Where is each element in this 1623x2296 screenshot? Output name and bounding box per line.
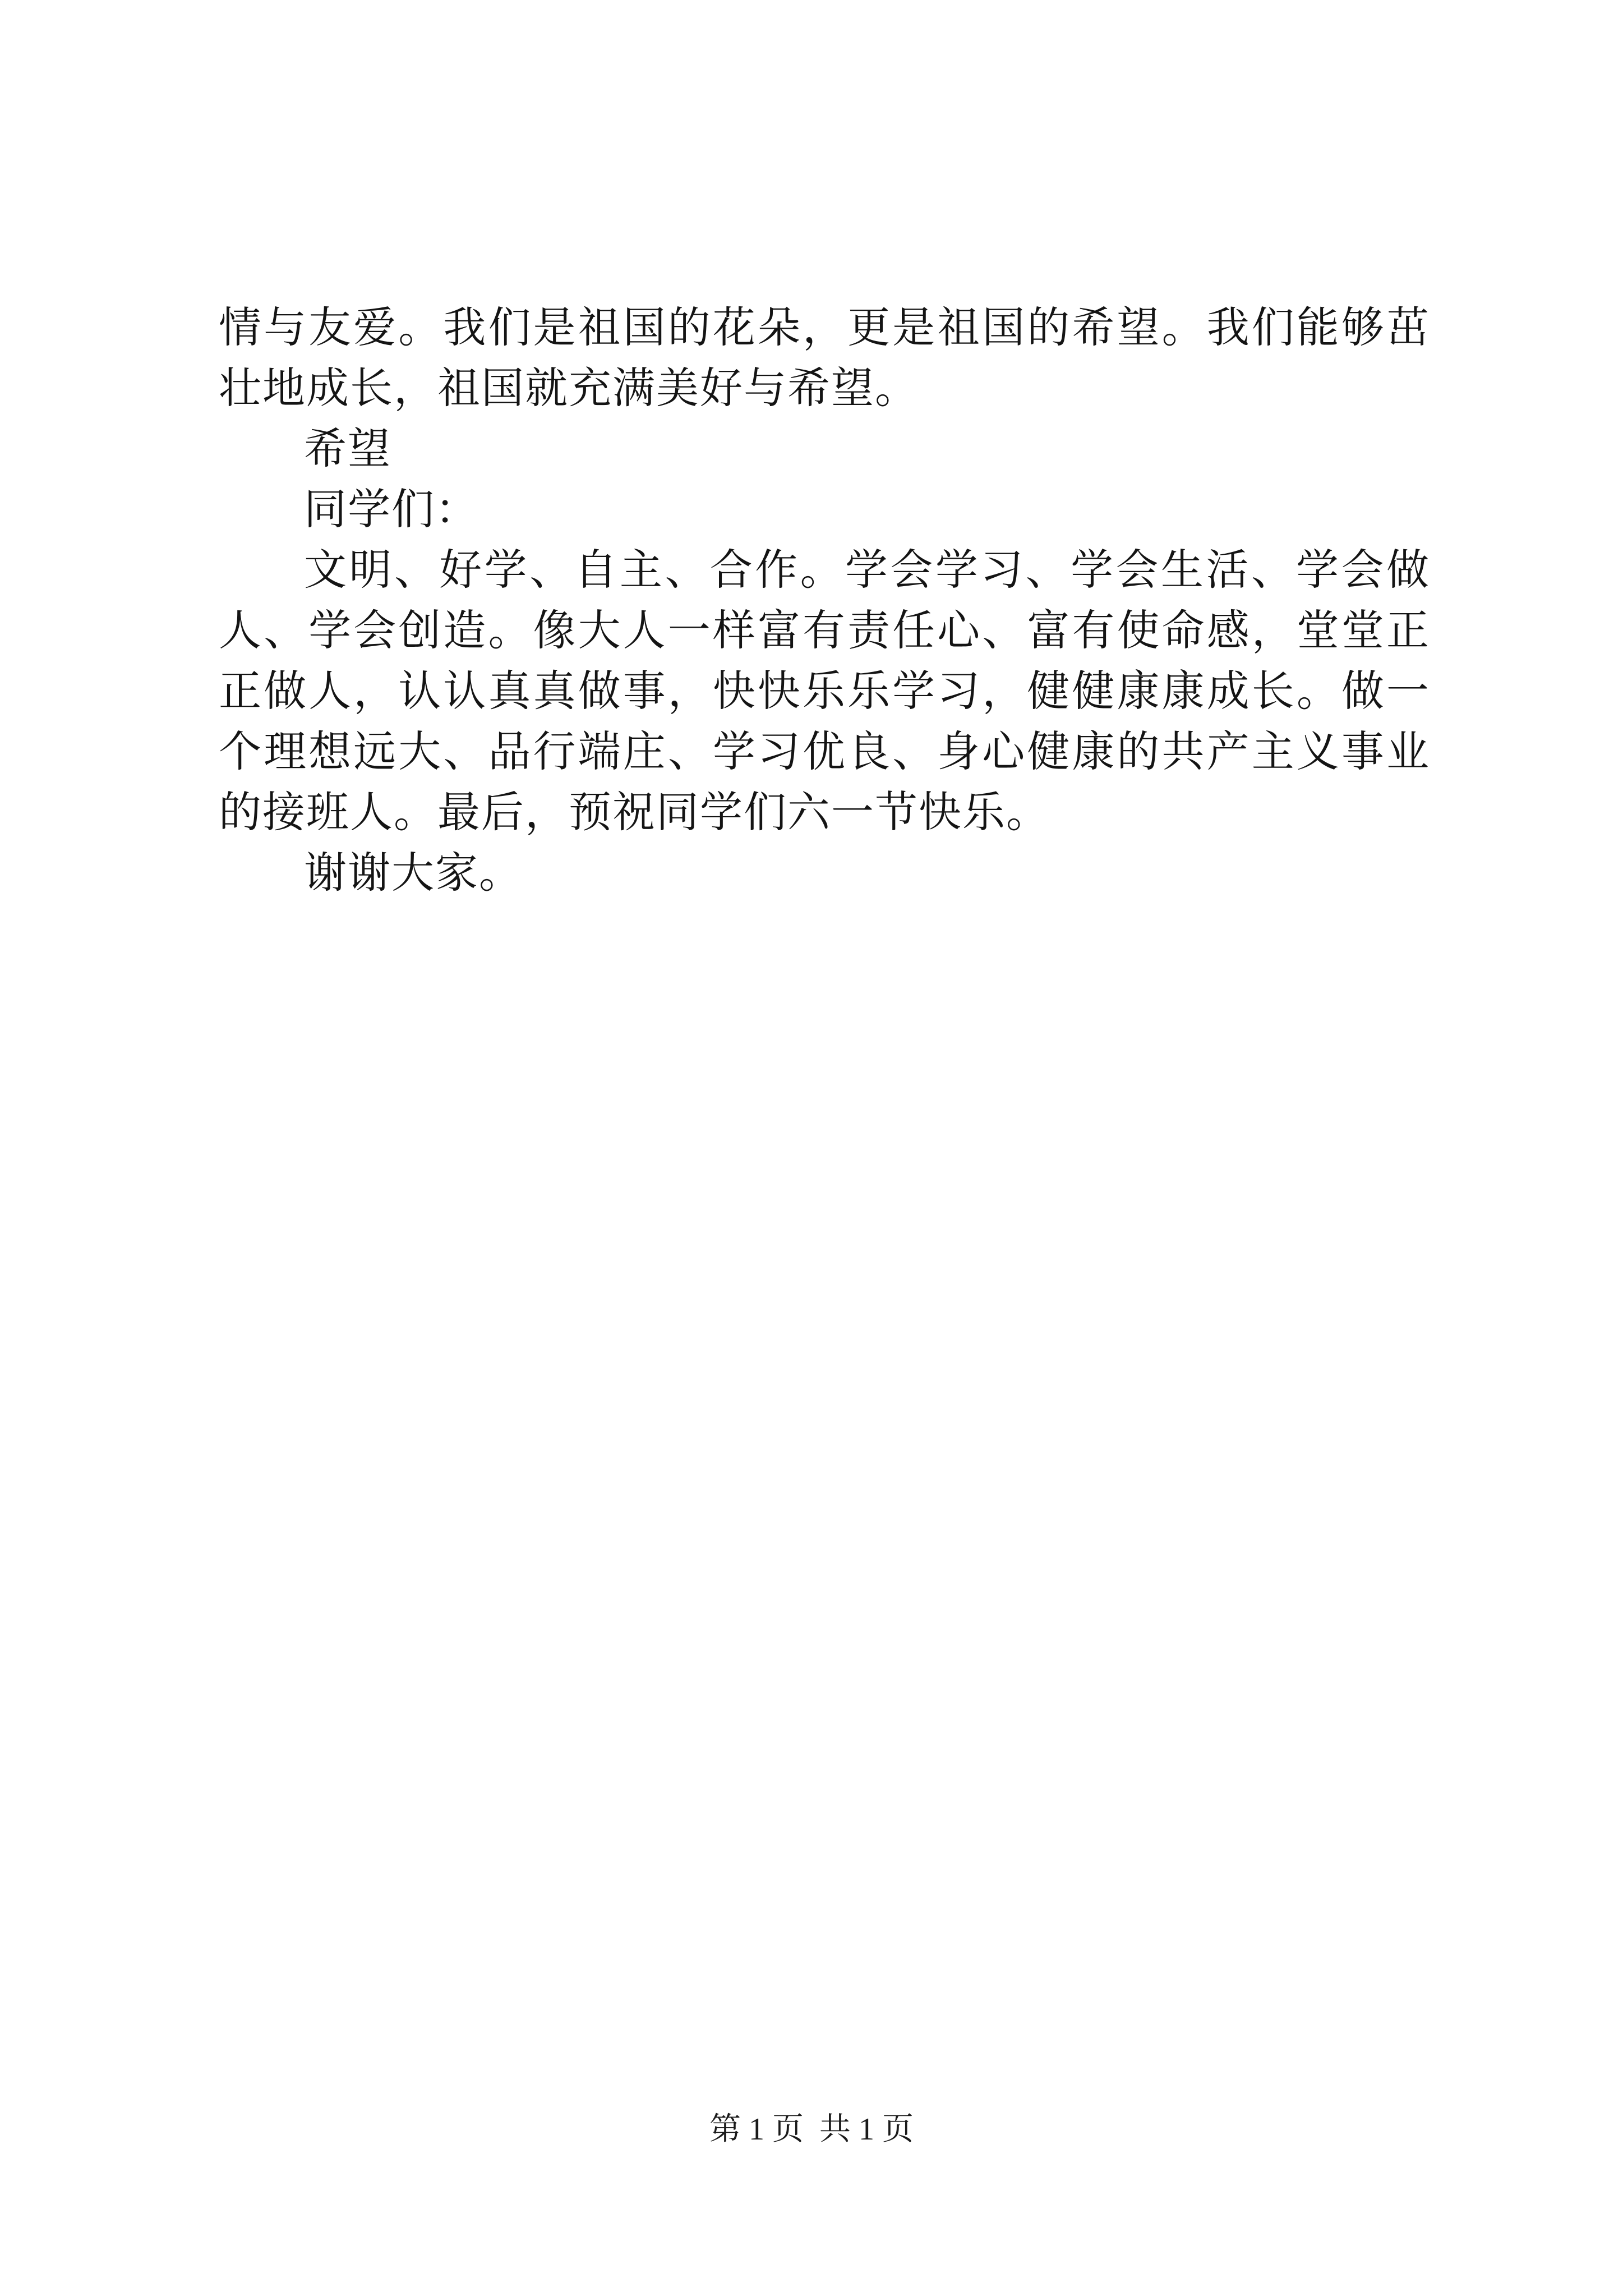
paragraph-salutation: 同学们： (304, 484, 479, 534)
paragraph-main: 文明、好学、自主、合作。学会学习、学会生活、学会做人、学会创造。像大人一样富有责任心、富有使命感，堂堂正正做人，认认真真做事，快快乐乐学习，健健康康成长。做一个理想远大、品行端庄、学习优良、身心健康的共产主义事业的接班人。最后，预祝同学们六一节快乐。 (219, 545, 1430, 837)
paragraph-continuation: 情与友爱。我们是祖国的花朵，更是祖国的希望。我们能够茁壮地成长，祖国就充满美好与希望。 (219, 302, 1430, 413)
paragraph-heading-hope: 希望 (304, 424, 391, 473)
document-body (219, 297, 1430, 903)
page-footer (0, 2109, 1623, 2150)
page-number-label: 第 1 页 共 1 页 (709, 2112, 914, 2147)
paragraph-closing: 谢谢大家。 (304, 848, 523, 898)
